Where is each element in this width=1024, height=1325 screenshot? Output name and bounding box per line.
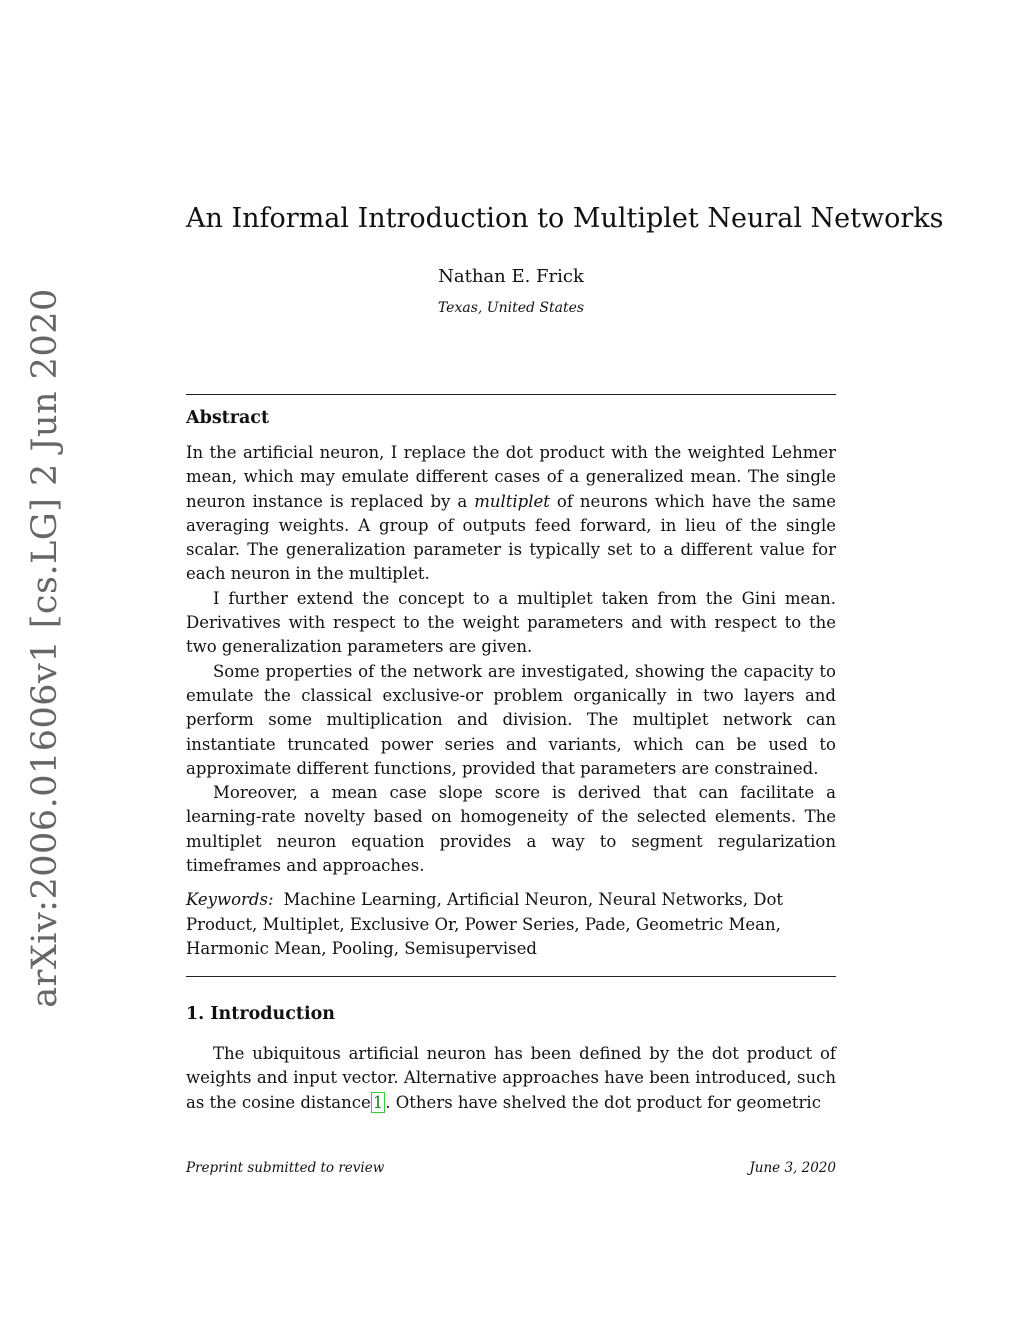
top-rule: [186, 394, 836, 395]
abstract-section: [186, 408, 836, 961]
keywords-label: Keywords:: [186, 890, 274, 910]
keywords-list: Machine Learning, Artificial Neuron, Neural Networks, Dot Product, Multiplet, Exclusive Or, Power Series, Pade, Geometric Mean, Harmonic Mean, Pooling, Semisupervised: [186, 890, 784, 958]
footer-left: Preprint submitted to review: [186, 1160, 385, 1176]
introduction-heading: 1. Introduction: [186, 1004, 335, 1024]
keywords: [186, 888, 836, 961]
author-name: Nathan E. Frick: [438, 266, 584, 287]
introduction-section: [186, 1004, 836, 1115]
paper-title: An Informal Introduction to Multiplet Neural Networks: [186, 203, 944, 234]
abstract-paragraph-1: In the artificial neuron, I replace the dot product with the weighted Lehmer mean, which may emulate different cases of a generalized mean. The single neuron instance is replaced by a multiplet of neurons which have the same averaging weights. A group of outputs feed forward, in lieu of the single scalar. The generalization parameter is typically set to a different value for each neuron in the multiplet.: [186, 443, 836, 584]
arxiv-identifier: arXiv:2006.01606v1 [cs.LG] 2 Jun 2020: [25, 288, 65, 1008]
bottom-rule: [186, 976, 836, 977]
introduction-paragraph: The ubiquitous artificial neuron has been defined by the dot product of weights and input vector. Alternative approaches have been introduced, such as the cosine distance 1 . Others have shelved the dot product for geometric: [186, 1044, 836, 1112]
multiplet-emphasis: multiplet: [474, 491, 550, 511]
citation-link[interactable]: 1: [372, 1092, 384, 1112]
author-affiliation: Texas, United States: [437, 300, 585, 316]
footer-date: June 3, 2020: [749, 1160, 836, 1176]
page-footer: [186, 1160, 836, 1176]
abstract-paragraph-2: I further extend the concept to a multiplet taken from the Gini mean. Derivatives with respect to the weight parameters and with respect to the two generalization parameters are given.: [186, 588, 836, 657]
abstract-paragraph-4: Moreover, a mean case slope score is derived that can facilitate a learning-rate novelty based on homogeneity of the selected elements. The multiplet neuron equation provides a way to segment regularization timeframes and approaches.: [186, 783, 836, 876]
abstract-paragraph-3: Some properties of the network are investigated, showing the capacity to emulate the classical exclusive-or problem organically in two layers and perform some multiplication and division. The multiplet network can instantiate truncated power series and variants, which can be used to approximate different functions, provided that parameters are constrained.: [186, 661, 836, 778]
abstract-heading: Abstract: [186, 408, 270, 428]
